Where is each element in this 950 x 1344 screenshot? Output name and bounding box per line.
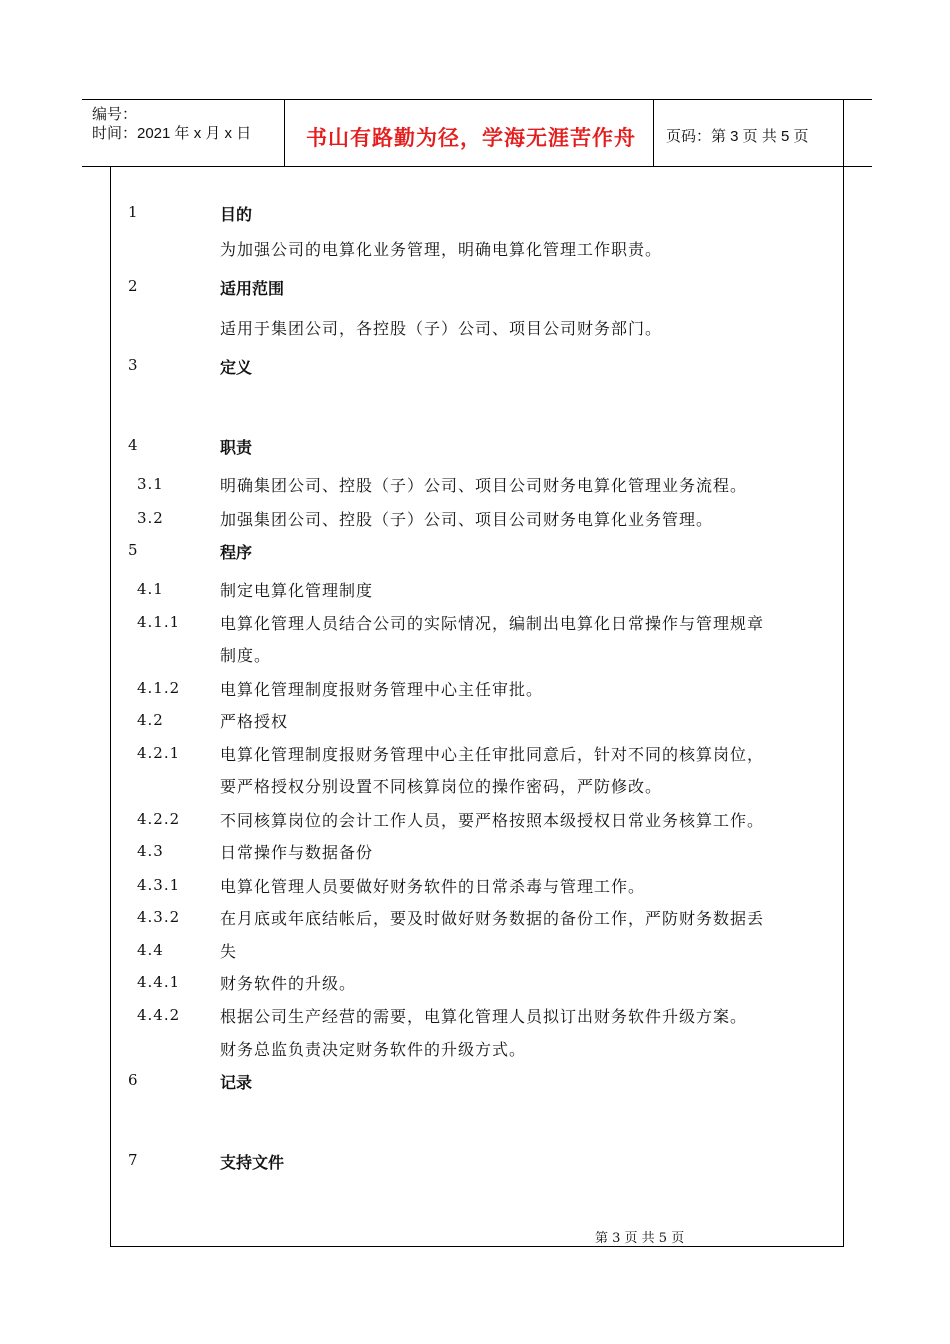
section-number: 5 xyxy=(128,541,138,559)
section-title-records: 记录 xyxy=(220,1073,253,1092)
item-text: 日常操作与数据备份 xyxy=(220,843,374,862)
item-text-continued: 要严格授权分别设置不同核算岗位的操作密码，严防修改。 xyxy=(220,777,663,796)
item-number: 4.1 xyxy=(137,580,164,598)
item-number: 4.2 xyxy=(137,711,164,729)
item-number: 3.2 xyxy=(137,509,164,527)
item-number: 4.3.1 xyxy=(137,876,181,894)
item-text: 根据公司生产经营的需要，电算化管理人员拟订出财务软件升级方案。 xyxy=(220,1007,748,1026)
section-number: 2 xyxy=(128,277,138,295)
item-text: 严格授权 xyxy=(220,712,289,731)
section-title-scope: 适用范围 xyxy=(220,279,285,298)
item-number: 4.4 xyxy=(137,941,164,959)
item-number: 4.4.1 xyxy=(137,973,181,991)
body-bottom-border xyxy=(110,1246,844,1247)
header-motto: 书山有路勤为径，学海无涯苦作舟 xyxy=(306,126,636,150)
item-number: 4.1.2 xyxy=(137,679,181,697)
item-number: 4.3.2 xyxy=(137,908,181,926)
doc-time-label: 时间：2021 年 x 月 x 日 xyxy=(92,125,252,142)
item-text: 财务软件的升级。 xyxy=(220,974,357,993)
header-divider-1 xyxy=(284,99,285,167)
item-text: 电算化管理人员要做好财务软件的日常杀毒与管理工作。 xyxy=(220,877,646,896)
section-number: 7 xyxy=(128,1151,138,1169)
section-title-definition: 定义 xyxy=(220,358,253,377)
body-left-border xyxy=(110,166,111,1247)
scope-text: 适用于集团公司，各控股（子）公司、项目公司财务部门。 xyxy=(220,319,663,338)
item-number: 4.2.1 xyxy=(137,744,181,762)
item-text: 电算化管理制度报财务管理中心主任审批同意后，针对不同的核算岗位， xyxy=(220,745,765,764)
item-text: 明确集团公司、控股（子）公司、项目公司财务电算化管理业务流程。 xyxy=(220,476,748,495)
section-number: 4 xyxy=(128,436,138,454)
item-text-continued: 制度。 xyxy=(220,646,272,665)
section-title-procedure: 程序 xyxy=(220,543,253,562)
section-title-supporting-docs: 支持文件 xyxy=(220,1153,285,1172)
header-divider-2 xyxy=(653,99,654,167)
section-number: 3 xyxy=(128,356,138,374)
item-text: 加强集团公司、控股（子）公司、项目公司财务电算化业务管理。 xyxy=(220,510,714,529)
header-bottom-border xyxy=(82,166,872,167)
item-number: 4.3 xyxy=(137,842,164,860)
item-text: 制定电算化管理制度 xyxy=(220,581,374,600)
body-right-border xyxy=(843,166,844,1247)
section-title-duties: 职责 xyxy=(220,438,253,457)
section-title-purpose: 目的 xyxy=(220,205,253,224)
item-number: 4.1.1 xyxy=(137,613,181,631)
item-text: 失 xyxy=(220,942,238,961)
item-text: 电算化管理制度报财务管理中心主任审批。 xyxy=(220,680,544,699)
page-indicator: 页码：第 3 页 共 5 页 xyxy=(666,128,809,145)
section-number: 1 xyxy=(128,203,138,221)
doc-number-label: 编号： xyxy=(92,106,138,123)
purpose-text: 为加强公司的电算化业务管理，明确电算化管理工作职责。 xyxy=(220,240,663,259)
item-text: 在月底或年底结帐后，要及时做好财务数据的备份工作，严防财务数据丢 xyxy=(220,909,765,928)
page-footer: 第 3 页 共 5 页 xyxy=(595,1231,685,1246)
item-number: 4.2.2 xyxy=(137,810,181,828)
header-top-border xyxy=(82,99,872,100)
item-text: 不同核算岗位的会计工作人员，要严格按照本级授权日常业务核算工作。 xyxy=(220,811,765,830)
item-number: 4.4.2 xyxy=(137,1006,181,1024)
section-number: 6 xyxy=(128,1071,138,1089)
item-text: 电算化管理人员结合公司的实际情况，编制出电算化日常操作与管理规章 xyxy=(220,614,765,633)
item-number: 3.1 xyxy=(137,475,164,493)
header-divider-3 xyxy=(843,99,844,167)
item-text-continued: 财务总监负责决定财务软件的升级方式。 xyxy=(220,1040,527,1059)
